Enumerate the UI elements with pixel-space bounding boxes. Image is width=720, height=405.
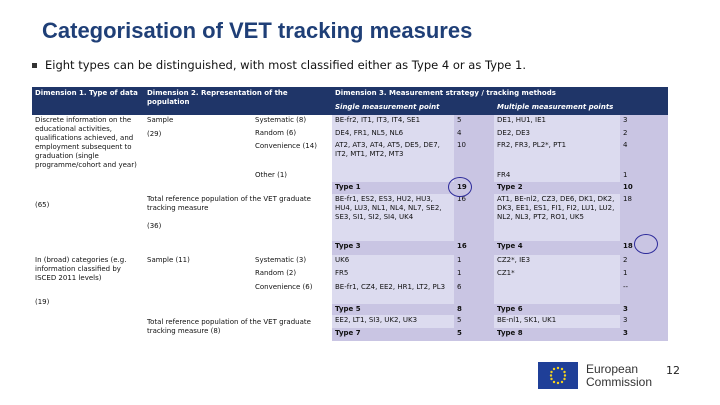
g1-row1-multi-n: 3 — [620, 115, 668, 128]
group1-dim1-count: (65) — [32, 200, 144, 255]
g1-row3-multi-n: 4 — [620, 140, 668, 170]
type8-count: 3 — [620, 328, 668, 341]
page-number: 12 — [666, 364, 680, 377]
group1-sample-count: (29) — [144, 129, 252, 141]
eu-flag-icon — [538, 362, 578, 389]
header-dim2: Dimension 2. Representation of the population — [144, 87, 332, 115]
group2-systematic: Systematic (3) — [252, 255, 332, 267]
g2-row3-single: BE-fr1, CZ4, EE2, HR1, LT2, PL3 — [332, 282, 454, 304]
type5-label: Type 5 — [332, 304, 454, 315]
g1-row4-single — [332, 170, 454, 182]
bullet-label: Eight types can be distinguished, with most classified either as Type 4 or as Type 1. — [45, 58, 527, 72]
type6-count: 3 — [620, 304, 668, 315]
header-multiple: Multiple measurement points — [494, 101, 668, 115]
group2-dim1-text: In (broad) categories (e.g. information classified by ISCED 2011 levels) — [32, 255, 144, 295]
org-line2: Commission — [586, 375, 653, 389]
type1-highlight-circle — [448, 177, 472, 197]
g2-row2-multi: CZ1* — [494, 268, 620, 282]
type6-label: Type 6 — [494, 304, 620, 315]
group1-other: Other (1) — [252, 170, 332, 182]
g2-total-multi: BE-nl1, SK1, UK1 — [494, 315, 620, 328]
g1-total-single-n: 16 — [454, 194, 494, 241]
g1-row1-multi: DE1, HU1, IE1 — [494, 115, 620, 128]
g1-row3-multi: FR2, FR3, PL2*, PT1 — [494, 140, 620, 170]
g1-total-multi-n: 18 — [620, 194, 668, 241]
group1-total-label: Total reference population of the VET graduate tracking measure — [144, 194, 332, 214]
g2-row3-multi-n: -- — [620, 282, 668, 304]
european-commission-logo-text — [586, 363, 652, 389]
g2-row2-single: FR5 — [332, 268, 454, 282]
g2-row1-single: UK6 — [332, 255, 454, 268]
group1-systematic: Systematic (8) — [252, 115, 332, 127]
g2-row1-single-n: 1 — [454, 255, 494, 268]
group2-sample-label: Sample (11) — [144, 255, 252, 267]
g2-total-multi-n: 3 — [620, 315, 668, 328]
group2-dim1-count: (19) — [32, 297, 144, 309]
g1-row3-single: AT2, AT3, AT4, AT5, DE5, DE7, IT2, MT1, MT2, MT3 — [332, 140, 454, 170]
g2-row2-single-n: 1 — [454, 268, 494, 282]
group1-convenience: Convenience (14) — [252, 141, 332, 169]
type7-label: Type 7 — [332, 328, 454, 341]
type3-label: Type 3 — [332, 241, 454, 255]
g2-row1-multi-n: 2 — [620, 255, 668, 268]
g1-row2-single-n: 4 — [454, 128, 494, 140]
group2-total-label: Total reference population of the VET graduate tracking measure (8) — [144, 317, 332, 337]
g2-total-single: EE2, LT1, SI3, UK2, UK3 — [332, 315, 454, 328]
g1-row2-multi: DE2, DE3 — [494, 128, 620, 140]
type4-highlight-circle — [634, 234, 658, 254]
bullet-text — [32, 58, 526, 72]
g1-row1-single: BE-fr2, IT1, IT3, IT4, SE1 — [332, 115, 454, 128]
group2-convenience: Convenience (6) — [252, 282, 332, 294]
type8-label: Type 8 — [494, 328, 620, 341]
g1-row3-single-n: 10 — [454, 140, 494, 170]
header-dim3: Dimension 3. Measurement strategy / tracking methods — [332, 87, 668, 101]
type7-count: 5 — [454, 328, 494, 341]
org-line1: European — [586, 362, 639, 376]
header-dim1: Dimension 1. Type of data — [32, 87, 144, 115]
header-single: Single measurement point — [332, 101, 494, 115]
group1-sample-label: Sample — [144, 115, 252, 127]
group2-random: Random (2) — [252, 268, 332, 280]
type1-label: Type 1 — [332, 182, 454, 194]
type4-label: Type 4 — [494, 241, 620, 255]
g2-row1-multi: CZ2*, IE3 — [494, 255, 620, 268]
group1-random: Random (6) — [252, 128, 332, 140]
g1-row2-multi-n: 2 — [620, 128, 668, 140]
g1-row4-multi-n: 1 — [620, 170, 668, 182]
group1-total-count: (36) — [144, 221, 332, 233]
type2-label: Type 2 — [494, 182, 620, 194]
type4-count: 18 — [620, 241, 668, 255]
g1-row4-multi: FR4 — [494, 170, 620, 182]
g2-total-single-n: 5 — [454, 315, 494, 328]
page-title: Categorisation of VET tracking measures — [42, 18, 473, 43]
type5-count: 8 — [454, 304, 494, 315]
g1-total-single: BE-fr1, ES2, ES3, HU2, HU3, HU4, LU3, NL1, NL4, NL7, SE2, SE3, SI1, SI2, SI4, UK4 — [332, 194, 454, 241]
g2-row3-single-n: 6 — [454, 282, 494, 304]
group1-dim1-text: Discrete information on the educational activities, qualifications achieved, and employment subsequent to graduation (single programme/cohort and year) — [32, 115, 144, 200]
type3-count: 16 — [454, 241, 494, 255]
g1-row2-single: DE4, FR1, NL5, NL6 — [332, 128, 454, 140]
g1-row1-single-n: 5 — [454, 115, 494, 128]
g1-total-multi: AT1, BE-nl2, CZ3, DE6, DK1, DK2, DK3, EE1, ES1, FI1, FI2, LU1, LU2, NL2, NL3, PT2, RO1, UK5 — [494, 194, 620, 241]
g2-row3-multi — [494, 282, 620, 304]
g2-row2-multi-n: 1 — [620, 268, 668, 282]
bullet-icon — [32, 63, 37, 68]
type1-count: 19 — [454, 182, 494, 194]
type2-count: 10 — [620, 182, 668, 194]
